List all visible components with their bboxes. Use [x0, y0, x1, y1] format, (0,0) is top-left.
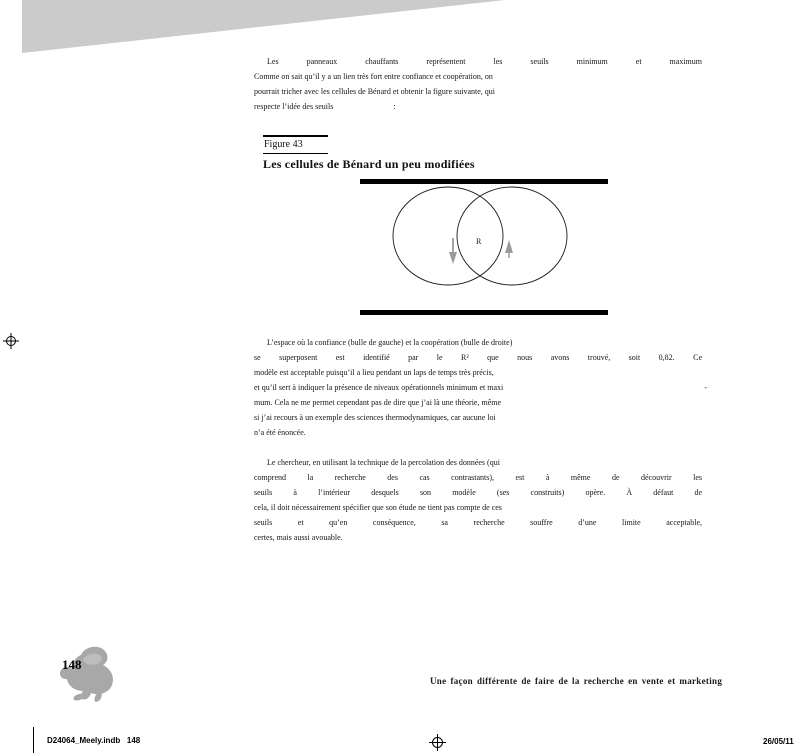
text-line: pourrait tricher avec les cellules de Bénard et obtenir la figure suivante, qui: [254, 87, 496, 96]
text-line: seuils à l’intérieur desquels son modèle (ses construits) opère. À défaut de: [254, 488, 702, 497]
margin-hyphen: -: [704, 383, 707, 392]
figure-title: Les cellules de Bénard un peu modifiées: [263, 157, 475, 171]
text-line: n’a été énoncée.: [254, 428, 306, 437]
figure-bottom-rule: [360, 310, 608, 315]
text-line: certes, mais aussi avouable.: [254, 533, 343, 542]
paragraph-2: [254, 335, 707, 440]
text-line: et qu’il sert à indiquer la présence de niveaux opérationnels minimum et maxi -: [254, 380, 702, 395]
venn-intersection-label: R: [476, 237, 482, 246]
text-line: comprend la recherche des cas contrastants), est à même de découvrir les: [254, 473, 702, 482]
text-line: L’espace où la confiance (bulle de gauche) et la coopération (bulle de droite): [267, 338, 513, 347]
gray-swoosh-decoration: [22, 0, 505, 53]
down-arrow-icon: [449, 238, 457, 264]
text-line: seuils et qu’en conséquence, sa recherche souffre d’une limite acceptable,: [254, 518, 702, 527]
text-line: modèle est acceptable puisqu’il a lieu pendant un laps de temps très précis,: [254, 368, 494, 377]
confidence-bubble-left: [393, 187, 503, 285]
cooperation-bubble-right: [457, 187, 567, 285]
text-line: Comme on sait qu’il y a un lien très fort entre confiance et coopération, on: [254, 72, 493, 81]
page-number: 148: [62, 657, 82, 672]
figure-caption-number: Figure 43: [263, 135, 328, 154]
print-slug-date: 26/05/11: [763, 737, 794, 746]
up-arrow-icon: [505, 240, 513, 258]
paragraph-3: [254, 455, 702, 545]
text-line: cela, il doit nécessairement spécifier que son étude ne tient pas compte de ces: [254, 503, 502, 512]
text-line: respecte l’idée des seuils :: [254, 99, 702, 114]
text-line: si j’ai recours à un exemple des sciences thermodynamiques, car aucune loi: [254, 413, 496, 422]
print-slug-filename: D24064_Meely.indb 148: [47, 736, 141, 745]
benard-cells-figure: [385, 184, 580, 290]
crop-mark: [33, 727, 34, 753]
text-line: se superposent est identifié par le R² que nous avons trouvé, soit 0,82. Ce: [254, 353, 702, 362]
frog-ornament-icon: [57, 643, 119, 703]
paragraph-1: [254, 54, 702, 114]
text-line: Les panneaux chauffants représentent les seuils minimum et maximum: [267, 57, 702, 66]
running-footer-title: Une façon différente de faire de la recherche en vente et marketing: [430, 676, 723, 686]
text-line: mum. Cela ne me permet cependant pas de dire que j’ai là une théorie, même: [254, 398, 502, 407]
registration-mark-icon: [3, 333, 19, 349]
registration-mark-icon: [429, 734, 446, 751]
trailing-colon: :: [393, 102, 396, 111]
text-line: Le chercheur, en utilisant la technique de la percolation des données (qui: [267, 458, 500, 467]
